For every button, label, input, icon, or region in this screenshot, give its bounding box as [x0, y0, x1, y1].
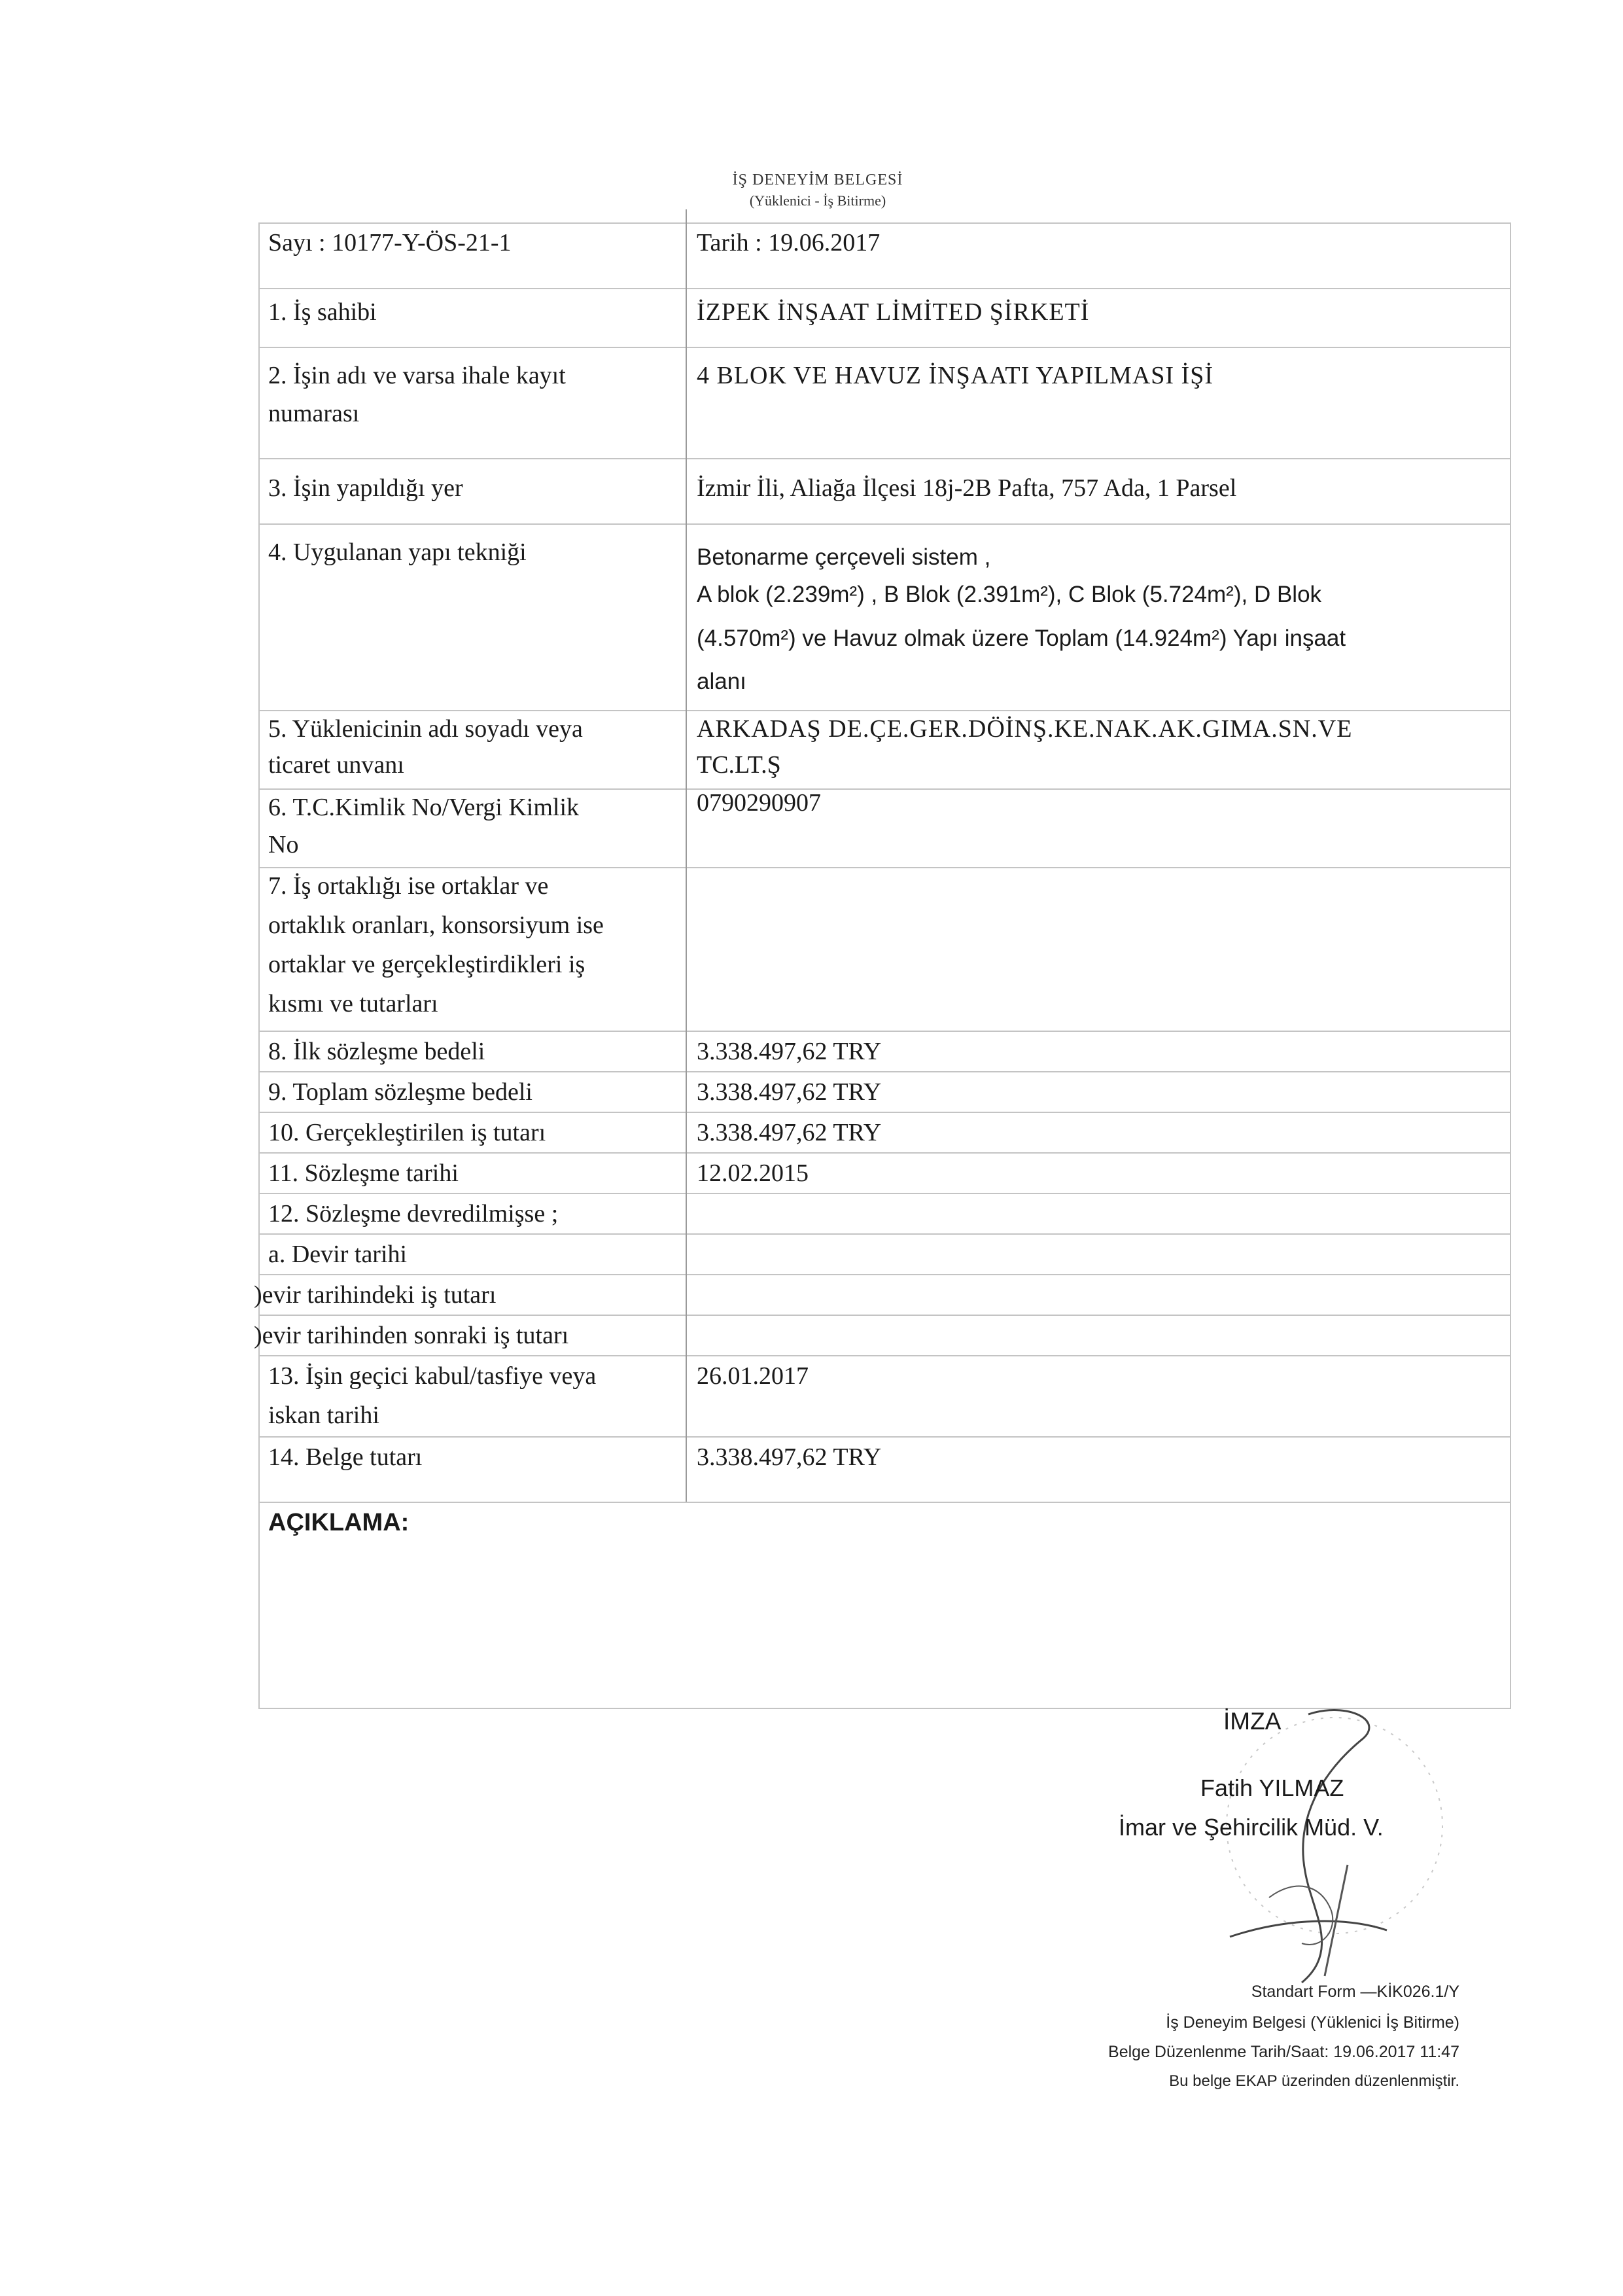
sayi-label: Sayı : 10177-Y-ÖS-21-1 [268, 229, 512, 256]
row-label-cont: iskan tarihi [268, 1402, 379, 1429]
table-rule [258, 1031, 1511, 1032]
row-value-cont: TC.LT.Ş [697, 751, 781, 779]
row-value: 12.02.2015 [697, 1159, 809, 1187]
table-rule [258, 1436, 1511, 1438]
row-label: 14. Belge tutarı [268, 1443, 423, 1471]
row-label: 5. Yüklenicinin adı soyadı veya [268, 715, 583, 743]
row-label: 10. Gerçekleştirilen iş tutarı [268, 1119, 546, 1146]
signer-title: İmar ve Şehircilik Müd. V. [1119, 1814, 1384, 1841]
row-label: ortaklık oranları, konsorsiyum ise [268, 911, 604, 939]
table-rule [258, 1315, 1511, 1316]
table-rule [258, 288, 1511, 289]
footer-document-type: İş Deneyim Belgesi (Yüklenici İş Bitirme) [1166, 2013, 1459, 2032]
table-rule [258, 1193, 1511, 1194]
table-rule [258, 523, 1511, 525]
row-label-cont: numarası [268, 400, 360, 427]
row-label: 7. İş ortaklığı ise ortaklar ve [268, 872, 549, 900]
row-label: 1. İş sahibi [268, 298, 377, 326]
table-rule [258, 347, 1511, 348]
row-value-line: (4.570m²) ve Havuz olmak üzere Toplam (14.924m²) Yapı inşaat [697, 626, 1346, 651]
row-value: İZPEK İNŞAAT LİMİTED ŞİRKETİ [697, 298, 1090, 326]
row-value: 0790290907 [697, 789, 821, 817]
row-label: 6. T.C.Kimlik No/Vergi Kimlik [268, 794, 580, 821]
row-label: )evir tarihinden sonraki iş tutarı [254, 1322, 569, 1349]
row-value: İzmir İli, Aliağa İlçesi 18j-2B Pafta, 757 Ada, 1 Parsel [697, 474, 1237, 502]
table-rule [258, 1233, 1511, 1235]
row-label: 3. İşin yapıldığı yer [268, 474, 463, 502]
table-border-right [1510, 222, 1511, 1708]
row-label: 11. Sözleşme tarihi [268, 1159, 459, 1187]
document-subtitle: (Yüklenici - İş Bitirme) [749, 192, 886, 209]
table-rule [258, 1274, 1511, 1275]
footer-ekap-note: Bu belge EKAP üzerinden düzenlenmiştir. [1169, 2072, 1459, 2090]
table-rule [258, 1112, 1511, 1113]
row-value: 26.01.2017 [697, 1362, 809, 1390]
row-label: kısmı ve tutarları [268, 990, 438, 1017]
signature-stamp [1191, 1701, 1465, 2002]
row-label-cont: No [268, 831, 299, 858]
row-label: 4. Uygulanan yapı tekniği [268, 539, 527, 566]
row-label: 13. İşin geçici kabul/tasfiye veya [268, 1362, 597, 1390]
row-label: 12. Sözleşme devredilmişse ; [268, 1200, 559, 1227]
row-label: 2. İşin adı ve varsa ihale kayıt [268, 362, 566, 389]
table-rule [258, 1152, 1511, 1154]
row-label: 8. İlk sözleşme bedeli [268, 1038, 485, 1065]
aciklama-heading: AÇIKLAMA: [268, 1509, 410, 1536]
row-value-line: alanı [697, 669, 746, 694]
table-rule [258, 1355, 1511, 1356]
row-value: 4 BLOK VE HAVUZ İNŞAATI YAPILMASI İŞİ [697, 362, 1213, 389]
signer-name: Fatih YILMAZ [1200, 1775, 1344, 1801]
row-label: a. Devir tarihi [268, 1241, 408, 1268]
tarih-label: Tarih : 19.06.2017 [697, 229, 881, 256]
row-label: ortaklar ve gerçekleştirdikleri iş [268, 951, 585, 978]
table-rule [258, 1502, 1511, 1503]
row-value-line: Betonarme çerçeveli sistem , [697, 544, 991, 570]
footer-form-code: Standart Form —KİK026.1/Y [1251, 1983, 1459, 2001]
row-value-line: A blok (2.239m²) , B Blok (2.391m²), C Blok (5.724m²), D Blok [697, 582, 1322, 607]
row-value: ARKADAŞ DE.ÇE.GER.DÖİNŞ.KE.NAK.AK.GIMA.SN.VE [697, 715, 1353, 743]
row-value: 3.338.497,62 TRY [697, 1443, 882, 1471]
row-value: 3.338.497,62 TRY [697, 1078, 882, 1106]
footer-issue-datetime: Belge Düzenlenme Tarih/Saat: 19.06.2017 11:47 [1108, 2043, 1459, 2061]
row-label: )evir tarihindeki iş tutarı [254, 1281, 497, 1309]
row-value: 3.338.497,62 TRY [697, 1038, 882, 1065]
table-border-left [258, 222, 260, 1708]
row-label: 9. Toplam sözleşme bedeli [268, 1078, 532, 1106]
imza-label: İMZA [1223, 1708, 1282, 1735]
row-label-cont: ticaret unvanı [268, 751, 404, 779]
table-rule [258, 1071, 1511, 1072]
row-value: 3.338.497,62 TRY [697, 1119, 882, 1146]
table-rule [258, 458, 1511, 459]
table-column-divider [686, 209, 687, 1502]
document-title: İŞ DENEYİM BELGESİ [732, 171, 903, 188]
